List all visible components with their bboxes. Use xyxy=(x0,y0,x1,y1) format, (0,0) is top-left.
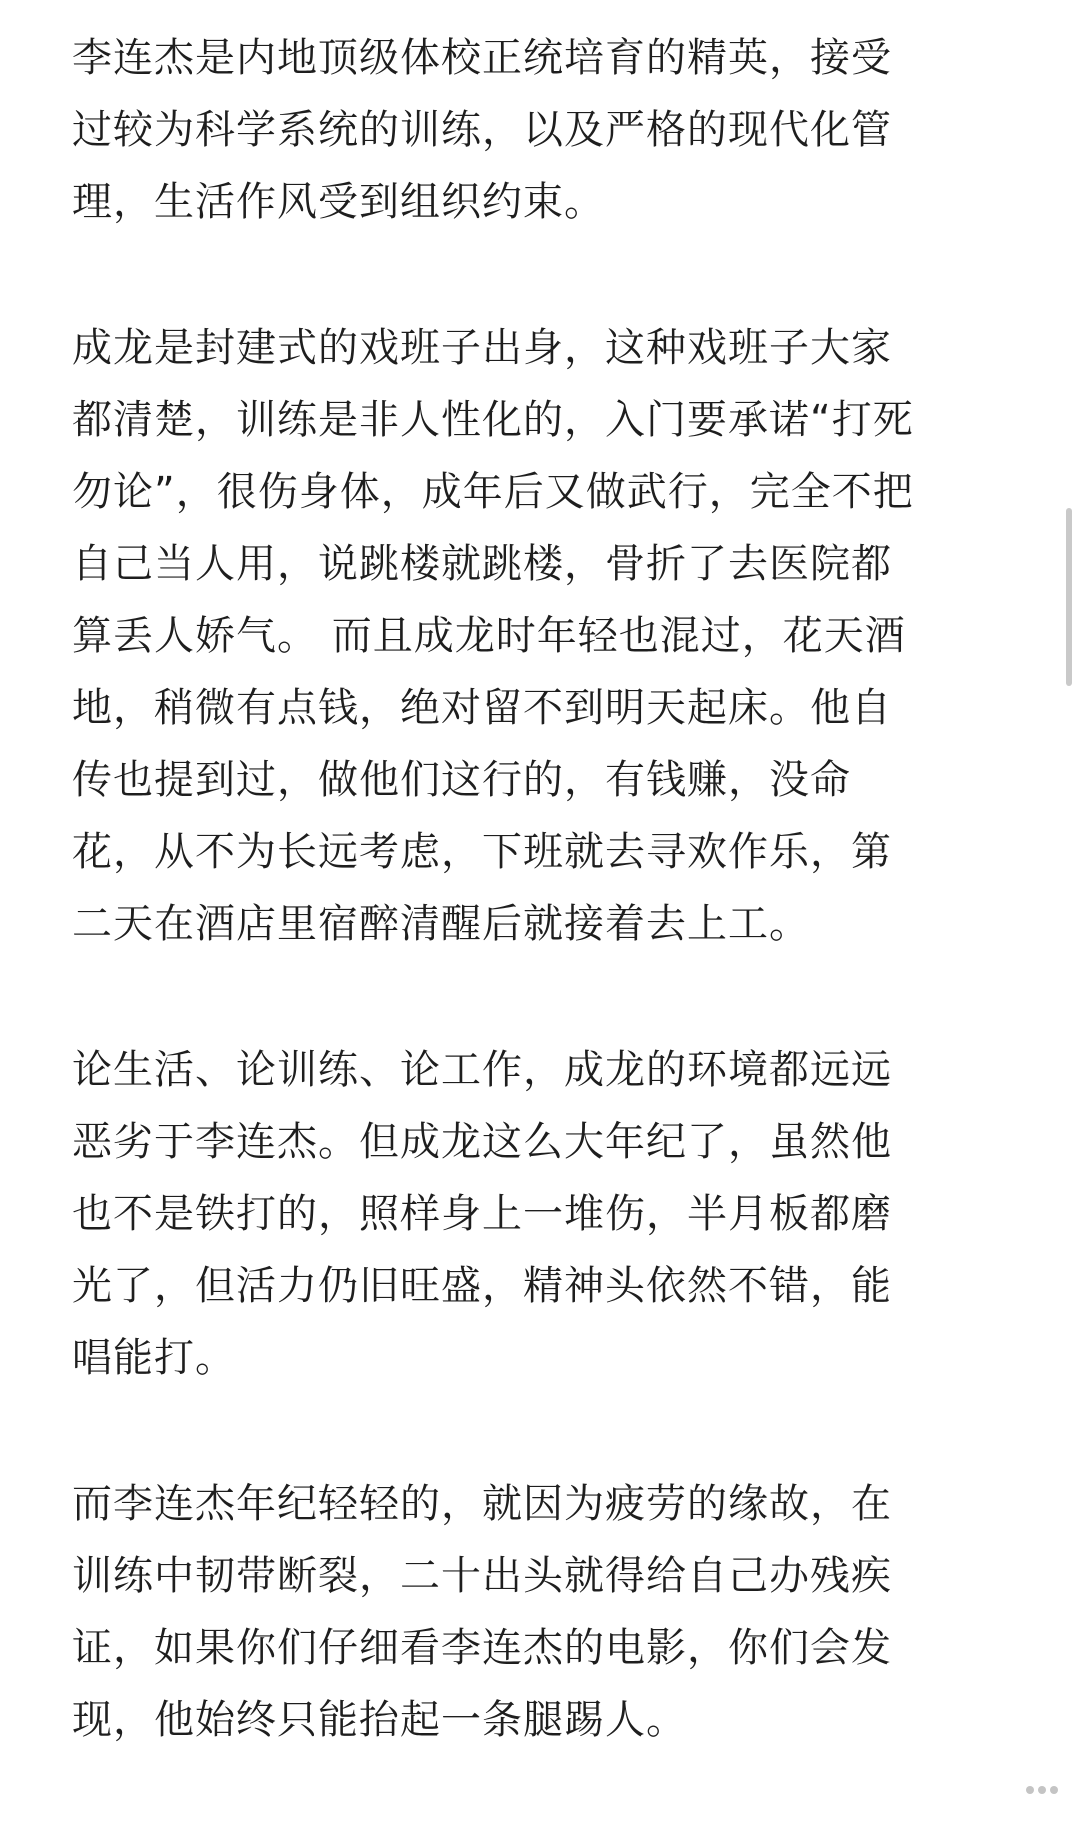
paragraph-line: 现，他始终只能抬起一条腿踢人。 xyxy=(72,1697,687,1743)
paragraph-line: 也不是铁打的，照样身上一堆伤，半月板都磨 xyxy=(72,1191,892,1237)
watermark-dot xyxy=(1050,1786,1058,1794)
paragraph-line: 训练中韧带断裂，二十出头就得给自己办残疾 xyxy=(72,1553,892,1599)
paragraph-line: 自己当人用，说跳楼就跳楼，骨折了去医院都 xyxy=(72,541,892,587)
watermark-dot xyxy=(1026,1786,1034,1794)
scrollbar-track[interactable] xyxy=(1056,0,1070,1802)
watermark-dots xyxy=(1026,1786,1058,1794)
paragraph-line: 唱能打。 xyxy=(72,1335,236,1381)
paragraph-line: 恶劣于李连杰。但成龙这么大年纪了，虽然他 xyxy=(72,1119,892,1165)
paragraph-line: 而李连杰年纪轻轻的，就因为疲劳的缘故，在 xyxy=(72,1481,892,1527)
paragraph-line: 理，生活作风受到组织约束。 xyxy=(72,179,605,225)
article-body xyxy=(72,22,1012,1830)
paragraph-line: 算丢人娇气。 而且成龙时年轻也混过，花天酒 xyxy=(72,613,906,659)
paragraph-line: 勿论”，很伤身体，成年后又做武行，完全不把 xyxy=(72,469,914,515)
paragraph-line: 传也提到过，做他们这行的，有钱赚，没命 xyxy=(72,757,851,803)
paragraph xyxy=(72,22,1012,238)
paragraph-line: 地，稍微有点钱，绝对留不到明天起床。他自 xyxy=(72,685,892,731)
scrollbar-thumb[interactable] xyxy=(1066,508,1072,686)
paragraph-line: 证，如果你们仔细看李连杰的电影，你们会发 xyxy=(72,1625,892,1671)
paragraph xyxy=(72,312,1012,960)
paragraph-line: 光了，但活力仍旧旺盛，精神头依然不错，能 xyxy=(72,1263,892,1309)
paragraph-line: 李连杰是内地顶级体校正统培育的精英，接受 xyxy=(72,35,892,81)
paragraph-line: 都清楚，训练是非人性化的，入门要承诺“打死 xyxy=(72,397,914,443)
paragraph-line: 花，从不为长远考虑，下班就去寻欢作乐，第 xyxy=(72,829,892,875)
paragraph-line: 过较为科学系统的训练，以及严格的现代化管 xyxy=(72,107,892,153)
paragraph xyxy=(72,1034,1012,1394)
paragraph xyxy=(72,1468,1012,1756)
paragraph-line: 二天在酒店里宿醉清醒后就接着去上工。 xyxy=(72,901,810,947)
paragraph-line: 成龙是封建式的戏班子出身，这种戏班子大家 xyxy=(72,325,892,371)
watermark-dot xyxy=(1038,1786,1046,1794)
paragraph-line: 论生活、论训练、论工作，成龙的环境都远远 xyxy=(72,1047,892,1093)
